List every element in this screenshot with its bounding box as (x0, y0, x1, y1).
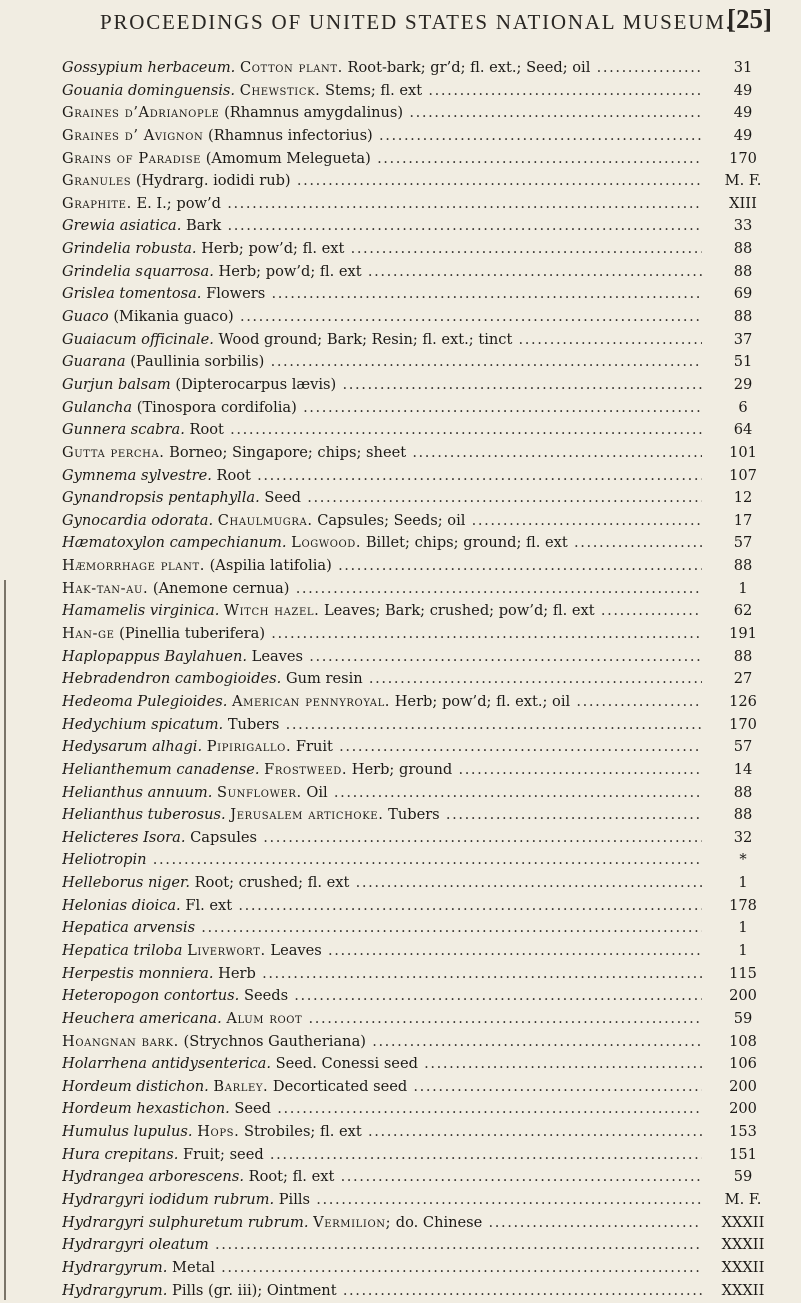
common-name: Chewstick. (239, 81, 321, 99)
common-name: Chaulmugra. (217, 511, 313, 529)
entry-description: Leaves; Bark; crushed; pow’d; fl. ext (323, 602, 595, 620)
common-name: Graines d’ Avignon (62, 126, 204, 144)
entry-reference: 88 (733, 240, 753, 258)
entry-reference: 27 (733, 670, 753, 688)
entry-description: Bark (186, 217, 222, 235)
species-name: Helleborus niger. (62, 874, 191, 892)
entry-reference: 57 (733, 738, 753, 756)
species-name: Hydrargyri sulphuretum rubrum. (62, 1213, 309, 1231)
species-name: Hordeum hexastichon. (62, 1100, 230, 1118)
entry-text (62, 215, 702, 238)
entry-reference: 101 (729, 443, 757, 461)
entry-reference: 6 (738, 398, 748, 416)
entry-text (62, 1008, 702, 1031)
index-entry (62, 1121, 784, 1144)
entry-text (62, 125, 702, 148)
entry-text (62, 510, 702, 533)
entry-reference: 88 (733, 308, 753, 326)
entry-reference: XXXII (721, 1281, 765, 1299)
species-name: Helianthemum canadense. (62, 760, 260, 778)
species-name: Hedysarum alhagi. (62, 738, 203, 756)
entry-reference: 49 (733, 104, 753, 122)
entry-description: (Dipterocarpus lævis) (175, 375, 337, 393)
common-name: Grains of Paradise (62, 149, 202, 167)
index-entry (62, 623, 784, 646)
species-name: Hedychium spicatum. (62, 715, 224, 733)
species-name: Grindelia squarrosa. (62, 262, 214, 280)
species-name: Humulus lupulus. (62, 1123, 193, 1141)
index-entry (62, 306, 784, 329)
entry-description: Borneo; Singapore; chips; sheet (169, 443, 407, 461)
species-name: Gunnera scabra. (62, 421, 185, 439)
entry-text (62, 306, 702, 329)
entry-description: Strobiles; fl. ext (244, 1123, 362, 1141)
entry-text (62, 759, 702, 782)
entry-description: (Mikania guaco) (113, 308, 234, 326)
entry-text (62, 714, 702, 737)
index-entry (62, 691, 784, 714)
index-entry (62, 215, 784, 238)
entry-reference: 57 (733, 534, 753, 552)
entry-text (62, 1189, 702, 1212)
species-name: Hura crepitans. (62, 1145, 179, 1163)
entry-reference: XIII (729, 194, 757, 212)
entry-text (62, 1076, 702, 1099)
entry-text (62, 872, 702, 895)
entry-description: Seed (264, 489, 302, 507)
common-name: Witch hazel. (224, 602, 320, 620)
index-entry (62, 102, 784, 125)
entry-description: (Rhamnus amygdalinus) (224, 104, 404, 122)
entry-description: Root; crushed; fl. ext (194, 874, 350, 892)
species-name: Hydrargyri iodidum rubrum. (62, 1191, 275, 1209)
entry-text (62, 102, 702, 125)
entry-description: Tubers (388, 806, 440, 824)
index-entry (62, 329, 784, 352)
index-entry (62, 782, 784, 805)
entry-text (62, 57, 702, 80)
entry-text (62, 532, 702, 555)
index-entry (62, 872, 784, 895)
entry-reference: 49 (733, 81, 753, 99)
entry-text (62, 827, 702, 850)
index-entry (62, 1098, 784, 1121)
entry-description: (Aspilia latifolia) (209, 557, 332, 575)
entry-text (62, 940, 702, 963)
index-entry (62, 1166, 784, 1189)
index-entry (62, 193, 784, 216)
entry-text (62, 238, 702, 261)
index-entry (62, 827, 784, 850)
entry-reference: 151 (729, 1145, 757, 1163)
entry-description: Fl. ext (185, 896, 233, 914)
species-name: Heliotropin (62, 851, 147, 869)
species-name: Hydrangea arborescens. (62, 1168, 244, 1186)
common-name: Hops. (197, 1123, 240, 1141)
common-name: Liverwort. (187, 941, 266, 959)
entry-text (62, 1098, 702, 1121)
entry-reference: 33 (733, 217, 753, 235)
index-entry (62, 1212, 784, 1235)
entry-reference: 88 (733, 647, 753, 665)
common-name: Logwood. (291, 534, 362, 552)
index-entry (62, 170, 784, 193)
entry-reference: 1 (738, 941, 748, 959)
entry-description: Herb (218, 964, 256, 982)
entry-text (62, 148, 702, 171)
index-entry (62, 646, 784, 669)
entry-text (62, 351, 702, 374)
index-entry (62, 442, 784, 465)
species-name: Hepatica triloba (62, 941, 183, 959)
entry-text (62, 578, 702, 601)
index-entry (62, 238, 784, 261)
entry-reference: 17 (733, 511, 753, 529)
entry-text (62, 555, 702, 578)
entry-text (62, 1121, 702, 1144)
entry-text (62, 80, 702, 103)
entry-description: Oil (306, 783, 328, 801)
index-entry (62, 1234, 784, 1257)
entry-description: Decorticated seed (272, 1077, 408, 1095)
entry-reference: 1 (738, 579, 748, 597)
index-entry (62, 1144, 784, 1167)
common-name: Alum root (226, 1009, 303, 1027)
entry-reference: 107 (729, 466, 757, 484)
index-entry (62, 759, 784, 782)
species-name: Hedeoma Pulegioides. (62, 692, 228, 710)
species-name: Guaco (62, 308, 109, 326)
common-name: Han-ge (62, 625, 115, 643)
entry-description: Metal (172, 1258, 215, 1276)
index-entry (62, 736, 784, 759)
entry-reference: 200 (729, 987, 757, 1005)
common-name: Gutta percha. (62, 443, 165, 461)
entry-reference: 170 (729, 149, 757, 167)
entry-reference: 88 (733, 806, 753, 824)
entry-text (62, 487, 702, 510)
species-name: Hæmatoxylon campechianum. (62, 534, 287, 552)
entry-text (62, 804, 702, 827)
entry-text (62, 1257, 702, 1280)
index-entries (62, 57, 784, 1302)
entry-reference: * (739, 851, 747, 869)
index-entry (62, 804, 784, 827)
entry-description: Herb; pow’d; fl. ext.; oil (394, 692, 571, 710)
entry-text (62, 600, 702, 623)
entry-description: Capsules; Seeds; oil (317, 511, 466, 529)
species-name: Helianthus tuberosus. (62, 806, 226, 824)
entry-description: Stems; fl. ext (325, 81, 423, 99)
index-entry (62, 148, 784, 171)
entry-description: Leaves (270, 941, 322, 959)
index-entry (62, 714, 784, 737)
entry-description: (Tinospora cordifolia) (136, 398, 297, 416)
common-name: American pennyroyal. (232, 692, 391, 710)
entry-description: Root; fl. ext (248, 1168, 335, 1186)
entry-reference: 32 (733, 828, 753, 846)
entry-reference: 178 (729, 896, 757, 914)
species-name: Helonias dioica. (62, 896, 181, 914)
page-edge-rule (4, 580, 6, 1300)
entry-description: (Amomum Melegueta) (205, 149, 371, 167)
common-name: Sunflower. (217, 783, 302, 801)
index-entry (62, 600, 784, 623)
entry-text (62, 1280, 702, 1303)
entry-reference: 153 (729, 1123, 757, 1141)
species-name: Hydrargyrum. (62, 1258, 168, 1276)
species-name: Hydrargyrum. (62, 1281, 168, 1299)
species-name: Gurjun balsam (62, 375, 171, 393)
species-name: Grindelia robusta. (62, 240, 197, 258)
species-name: Helianthus annuum. (62, 783, 213, 801)
entry-description: Seed (234, 1100, 271, 1118)
entry-description: Herb; pow’d; fl. ext (218, 262, 362, 280)
entry-text (62, 329, 702, 352)
entry-description: Capsules (190, 828, 258, 846)
entry-reference: M. F. (724, 1191, 762, 1209)
entry-text (62, 465, 702, 488)
entry-text (62, 917, 702, 940)
entry-description: E. I.; pow’d (136, 194, 221, 212)
index-entry (62, 487, 784, 510)
entry-reference: 106 (729, 1055, 757, 1073)
index-entry (62, 510, 784, 533)
index-entry (62, 465, 784, 488)
index-entry (62, 374, 784, 397)
common-name: Frostweed. (264, 760, 348, 778)
common-name: Graphite. (62, 194, 132, 212)
entry-description: Leaves (251, 647, 304, 665)
index-entry (62, 80, 784, 103)
entry-reference: 14 (733, 760, 753, 778)
entry-description: (Pinellia tuberifera) (119, 625, 266, 643)
entry-reference: 108 (729, 1032, 757, 1050)
common-name: Hoangnan bark. (62, 1032, 179, 1050)
running-title: PROCEEDINGS OF UNITED STATES NATIONAL MUSEUM. (100, 10, 733, 34)
entry-reference: 69 (733, 285, 753, 303)
entry-reference: 88 (733, 262, 753, 280)
entry-text (62, 782, 702, 805)
index-entry (62, 895, 784, 918)
entry-text (62, 1234, 702, 1257)
entry-description: Root (189, 421, 224, 439)
entry-description: Fruit (295, 738, 333, 756)
entry-text (62, 985, 702, 1008)
entry-text (62, 1212, 702, 1235)
species-name: Guarana (62, 353, 126, 371)
entry-description: Herb; pow’d; fl. ext (201, 240, 345, 258)
species-name: Haplopappus Baylahuen. (62, 647, 247, 665)
entry-text (62, 668, 702, 691)
common-name: Pipirigallo. (206, 738, 292, 756)
species-name: Gulancha (62, 398, 133, 416)
entry-text (62, 1144, 702, 1167)
entry-reference: 12 (733, 489, 753, 507)
page-number: [25] (727, 4, 772, 34)
entry-reference: 1 (738, 919, 748, 937)
species-name: Helicteres Isora. (62, 828, 186, 846)
index-entry (62, 578, 784, 601)
index-entry (62, 963, 784, 986)
common-name: Graines d’Adrianople (62, 104, 220, 122)
entry-text (62, 895, 702, 918)
entry-text (62, 1053, 702, 1076)
entry-text (62, 170, 702, 193)
entry-text (62, 397, 702, 420)
common-name: Granules (62, 172, 132, 190)
index-entry (62, 1031, 784, 1054)
species-name: Hamamelis virginica. (62, 602, 220, 620)
entry-reference: 115 (729, 964, 757, 982)
entry-reference: 49 (733, 126, 753, 144)
species-name: Grewia asiatica. (62, 217, 182, 235)
index-entry (62, 917, 784, 940)
entry-description: (Strychnos Gautheriana) (183, 1032, 366, 1050)
entry-reference: 1 (738, 874, 748, 892)
index-entry (62, 261, 784, 284)
index-entry (62, 283, 784, 306)
entry-reference: 51 (733, 353, 753, 371)
index-entry (62, 532, 784, 555)
entry-reference: 29 (733, 375, 753, 393)
common-name: Hak-tan-au. (62, 579, 149, 597)
entry-reference: 191 (729, 625, 757, 643)
entry-text (62, 1031, 702, 1054)
entry-reference: 62 (733, 602, 753, 620)
species-name: Heuchera americana. (62, 1009, 222, 1027)
index-entry (62, 351, 784, 374)
entry-description: Billet; chips; ground; fl. ext (365, 534, 568, 552)
entry-description: (Rhamnus infectorius) (208, 126, 373, 144)
entry-description: (Hydrarg. iodidi rub) (135, 172, 291, 190)
species-name: Guaiacum officinale. (62, 330, 214, 348)
entry-reference: 200 (729, 1077, 757, 1095)
index-entry (62, 1008, 784, 1031)
entry-text (62, 419, 702, 442)
entry-text (62, 646, 702, 669)
common-name: Hæmorrhage plant. (62, 557, 205, 575)
entry-description: do. Chinese (395, 1213, 483, 1231)
entry-description: Root (216, 466, 251, 484)
entry-description: (Anemone cernua) (152, 579, 290, 597)
entry-text (62, 691, 702, 714)
entry-reference: 31 (733, 59, 753, 76)
entry-text (62, 261, 702, 284)
entry-reference: 88 (733, 557, 753, 575)
species-name: Hepatica arvensis (62, 919, 196, 937)
entry-reference: 37 (733, 330, 753, 348)
index-entry (62, 397, 784, 420)
species-name: Hordeum distichon. (62, 1077, 209, 1095)
index-entry (62, 1053, 784, 1076)
entry-description: Gum resin (285, 670, 363, 688)
entry-text (62, 623, 702, 646)
entry-text (62, 736, 702, 759)
index-entry (62, 940, 784, 963)
entry-text (62, 849, 702, 872)
species-name: Gynocardia odorata. (62, 511, 214, 529)
entry-description: Pills (gr. iii); Ointment (172, 1281, 337, 1299)
entry-description: (Paullinia sorbilis) (130, 353, 265, 371)
entry-text (62, 1166, 702, 1189)
entry-text (62, 283, 702, 306)
entry-reference: 64 (733, 421, 753, 439)
page-header (0, 0, 801, 56)
entry-description: Wood ground; Bark; Resin; fl. ext.; tinct (218, 330, 513, 348)
species-name: Holarrhena antidysenterica. (62, 1055, 272, 1073)
entry-description: Seeds (243, 987, 289, 1005)
entry-description: Pills (278, 1191, 311, 1209)
species-name: Gouania dominguensis. (62, 81, 236, 99)
species-name: Gynandropsis pentaphylla. (62, 489, 260, 507)
entry-reference: 59 (733, 1168, 753, 1186)
entry-description: Herb; ground (351, 760, 453, 778)
species-name: Gymnema sylvestre. (62, 466, 212, 484)
index-entry (62, 849, 784, 872)
species-name: Heteropogon contortus. (62, 987, 240, 1005)
entry-reference: 200 (729, 1100, 757, 1118)
index-entry (62, 1280, 784, 1303)
common-name: Barley. (213, 1077, 269, 1095)
entry-text (62, 963, 702, 986)
index-entry (62, 57, 784, 80)
entry-description: Flowers (206, 285, 266, 303)
entry-description: Seed. Conessi seed (275, 1055, 418, 1073)
entry-text (62, 374, 702, 397)
species-name: Gossypium herbaceum. (62, 59, 236, 76)
species-name: Grislea tomentosa. (62, 285, 202, 303)
entry-text (62, 442, 702, 465)
entry-reference: 88 (733, 783, 753, 801)
entry-description: Root-bark; gr’d; fl. ext.; Seed; oil (347, 59, 591, 76)
index-entry (62, 1189, 784, 1212)
index-entry (62, 419, 784, 442)
species-name: Herpestis monniera. (62, 964, 214, 982)
entry-reference: 126 (729, 692, 757, 710)
entry-reference: 59 (733, 1009, 753, 1027)
entry-text (62, 193, 702, 216)
index-entry (62, 125, 784, 148)
entry-description: Tubers (227, 715, 280, 733)
index-entry (62, 555, 784, 578)
species-name: Hebradendron cambogioides. (62, 670, 282, 688)
index-entry (62, 985, 784, 1008)
common-name: Vermilion; (313, 1213, 392, 1231)
common-name: Jerusalem artichoke. (230, 806, 384, 824)
entry-description: Fruit; seed (182, 1145, 264, 1163)
entry-reference: 170 (729, 715, 757, 733)
entry-reference: XXXII (721, 1213, 765, 1231)
entry-reference: XXXII (721, 1236, 765, 1254)
index-entry (62, 1257, 784, 1280)
species-name: Hydrargyri oleatum (62, 1236, 209, 1254)
entry-reference: XXXII (721, 1258, 765, 1276)
entry-reference: M. F. (724, 172, 762, 190)
index-entry (62, 1076, 784, 1099)
common-name: Cotton plant. (239, 59, 343, 76)
index-entry (62, 668, 784, 691)
